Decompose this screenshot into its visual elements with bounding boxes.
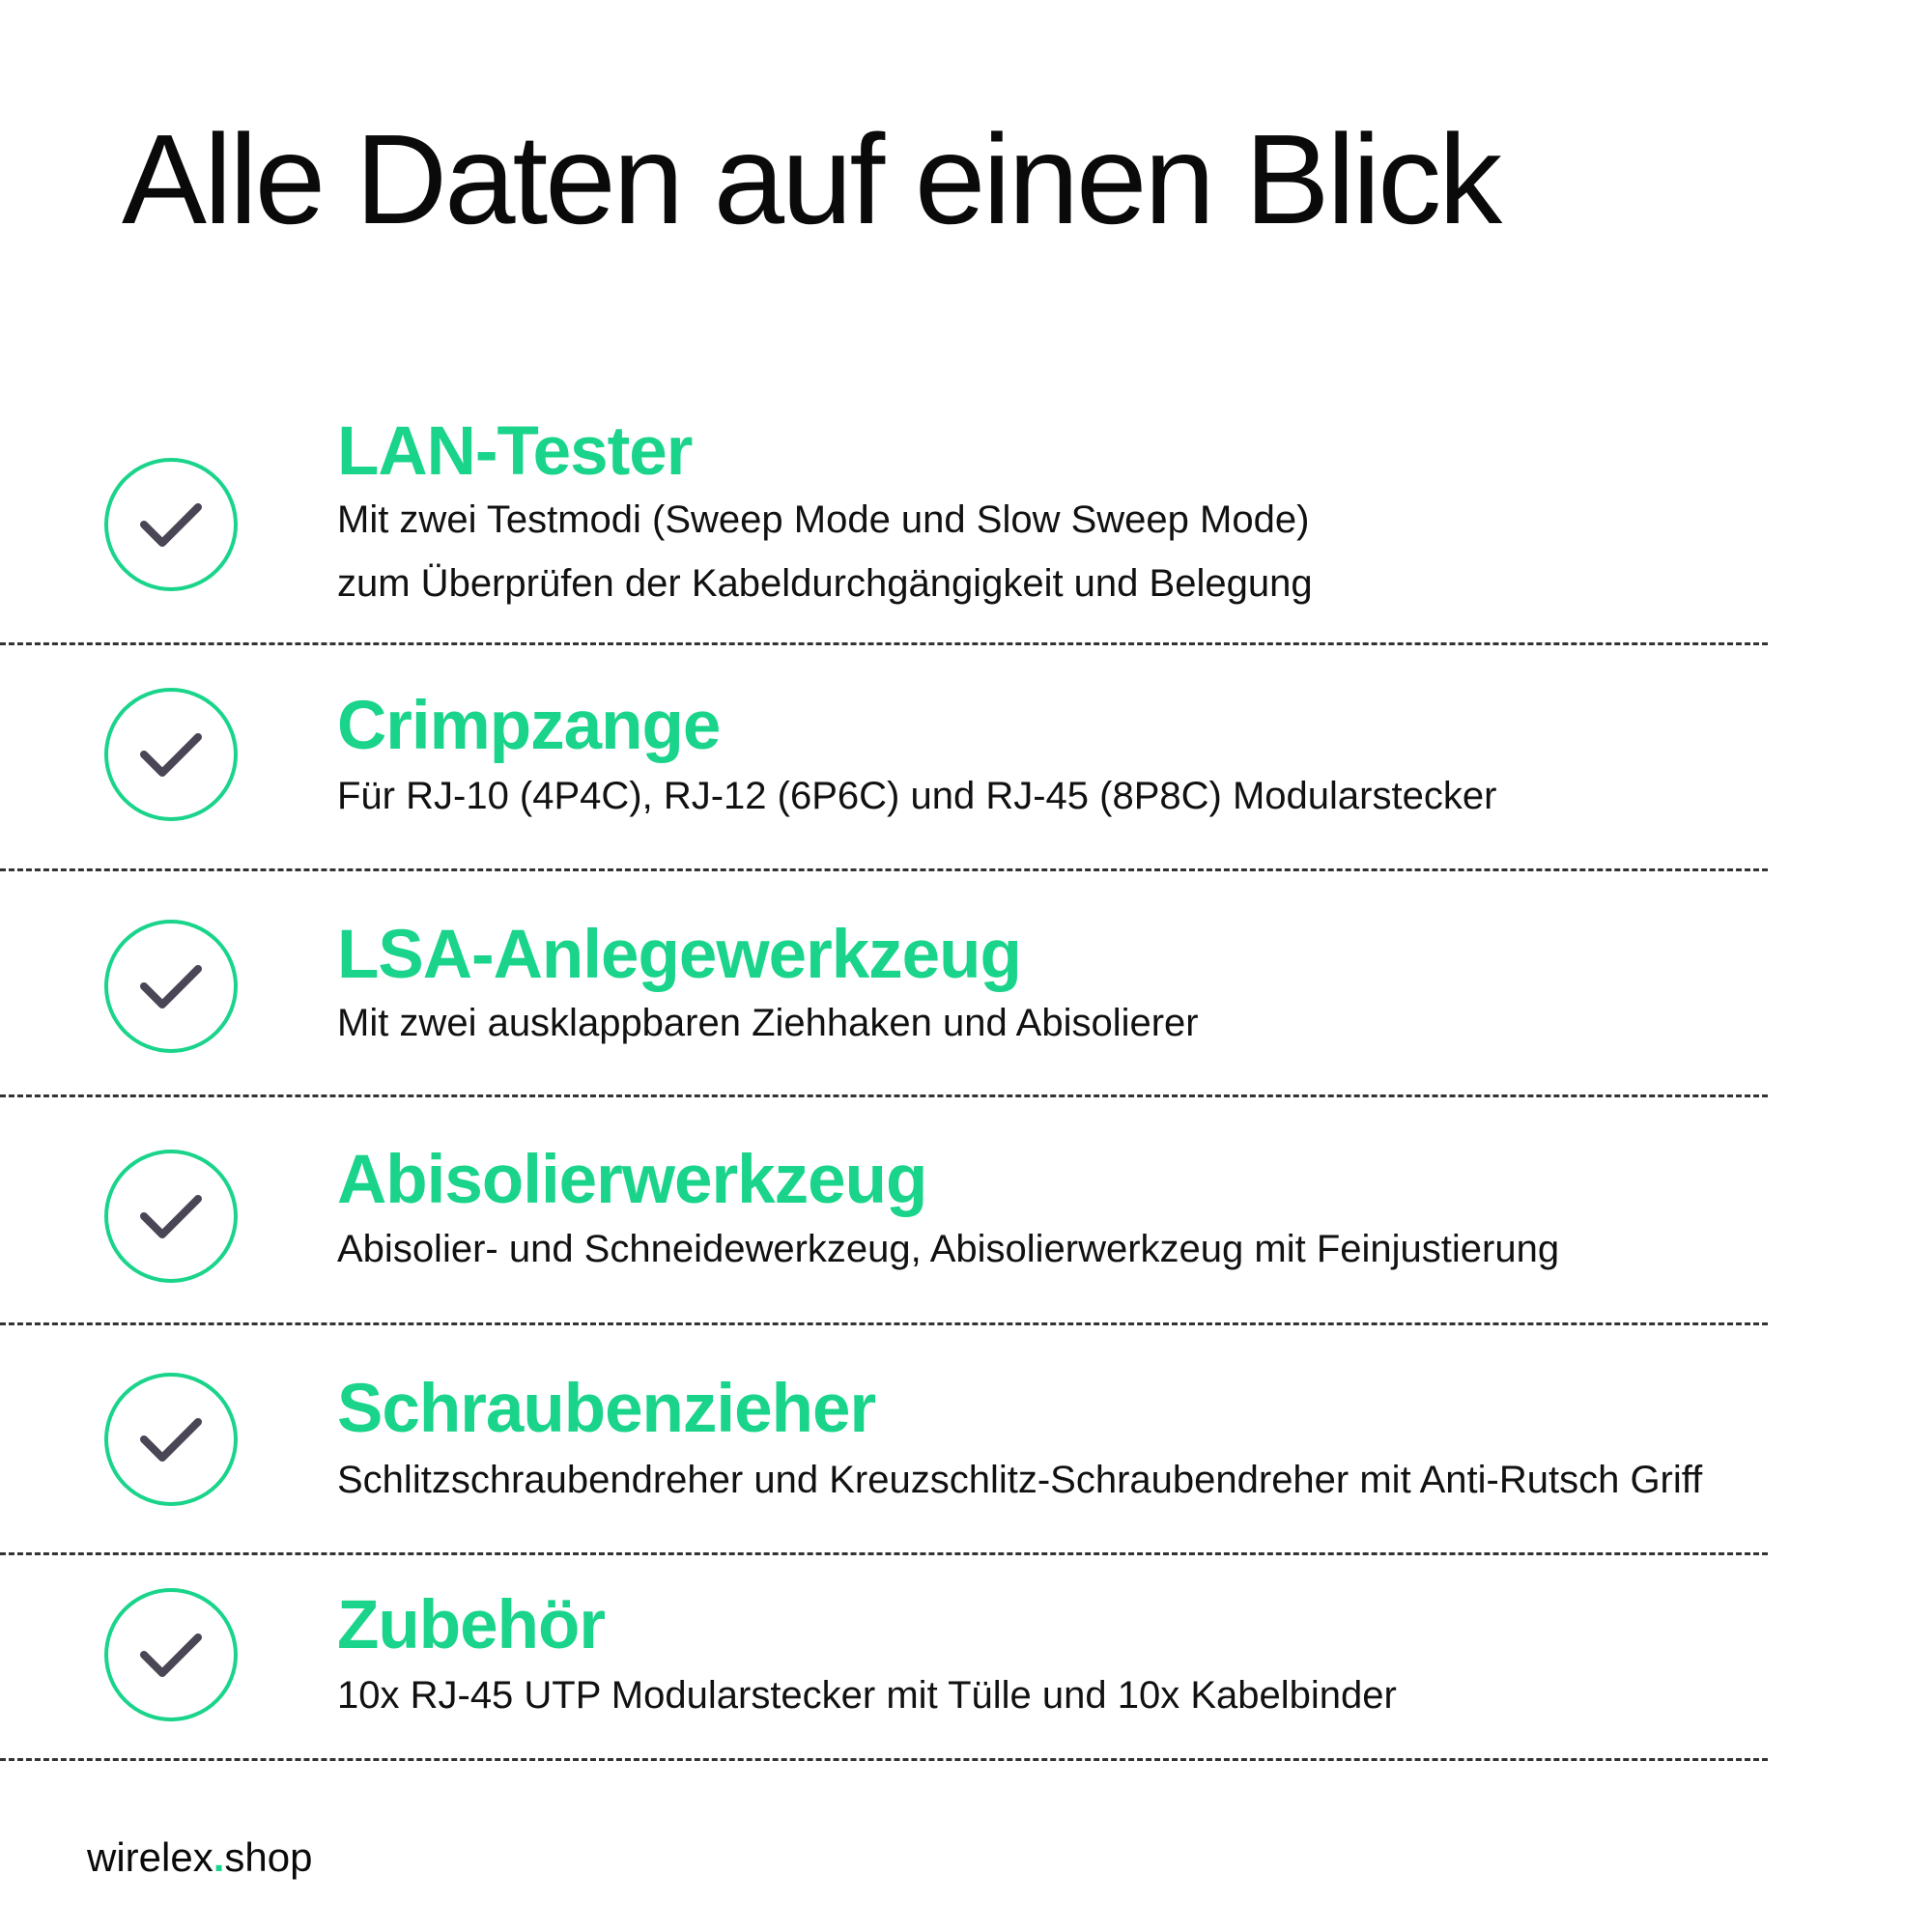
check-circle-icon (103, 1587, 239, 1722)
feature-description-line: Für RJ-10 (4P4C), RJ-12 (6P6C) und RJ-45 (8P8C) Modularstecker (337, 775, 1497, 817)
feature-description-line: Mit zwei ausklappbaren Ziehhaken und Abisolierer (337, 1002, 1199, 1044)
divider (0, 868, 1768, 871)
divider (0, 642, 1768, 645)
divider (0, 1552, 1768, 1555)
divider (0, 1758, 1768, 1761)
feature-description-line: Mit zwei Testmodi (Sweep Mode und Slow Sweep Mode) (337, 498, 1310, 541)
page-title: Alle Daten auf einen Blick (122, 108, 1500, 250)
check-circle-icon (103, 1372, 239, 1507)
brand-name: wirelex (87, 1834, 213, 1880)
feature-title-zubehoer: Zubehör (337, 1587, 605, 1663)
feature-description-line: 10x RJ-45 UTP Modularstecker mit Tülle und 10x Kabelbinder (337, 1674, 1397, 1717)
feature-title-lsa-anlegewerkzeug: LSA-Anlegewerkzeug (337, 917, 1021, 993)
footer-brand (87, 1834, 313, 1880)
divider (0, 1322, 1768, 1325)
feature-title-schraubenzieher: Schraubenzieher (337, 1371, 876, 1447)
feature-title-abisolierwerkzeug: Abisolierwerkzeug (337, 1142, 927, 1218)
check-circle-icon (103, 1149, 239, 1284)
check-circle-icon (103, 919, 239, 1054)
brand-dot: . (213, 1834, 225, 1880)
feature-title-crimpzange: Crimpzange (337, 688, 721, 764)
feature-description-line: zum Überprüfen der Kabeldurchgängigkeit und Belegung (337, 562, 1313, 605)
check-circle-icon (103, 457, 239, 592)
check-circle-icon (103, 687, 239, 822)
feature-description-line: Abisolier- und Schneidewerkzeug, Abisolierwerkzeug mit Feinjustierung (337, 1228, 1560, 1270)
brand-tld: shop (224, 1834, 313, 1880)
feature-title-lan-tester: LAN-Tester (337, 413, 693, 490)
divider (0, 1094, 1768, 1097)
feature-description-line: Schlitzschraubendreher und Kreuzschlitz-Schraubendreher mit Anti-Rutsch Griff (337, 1459, 1703, 1501)
